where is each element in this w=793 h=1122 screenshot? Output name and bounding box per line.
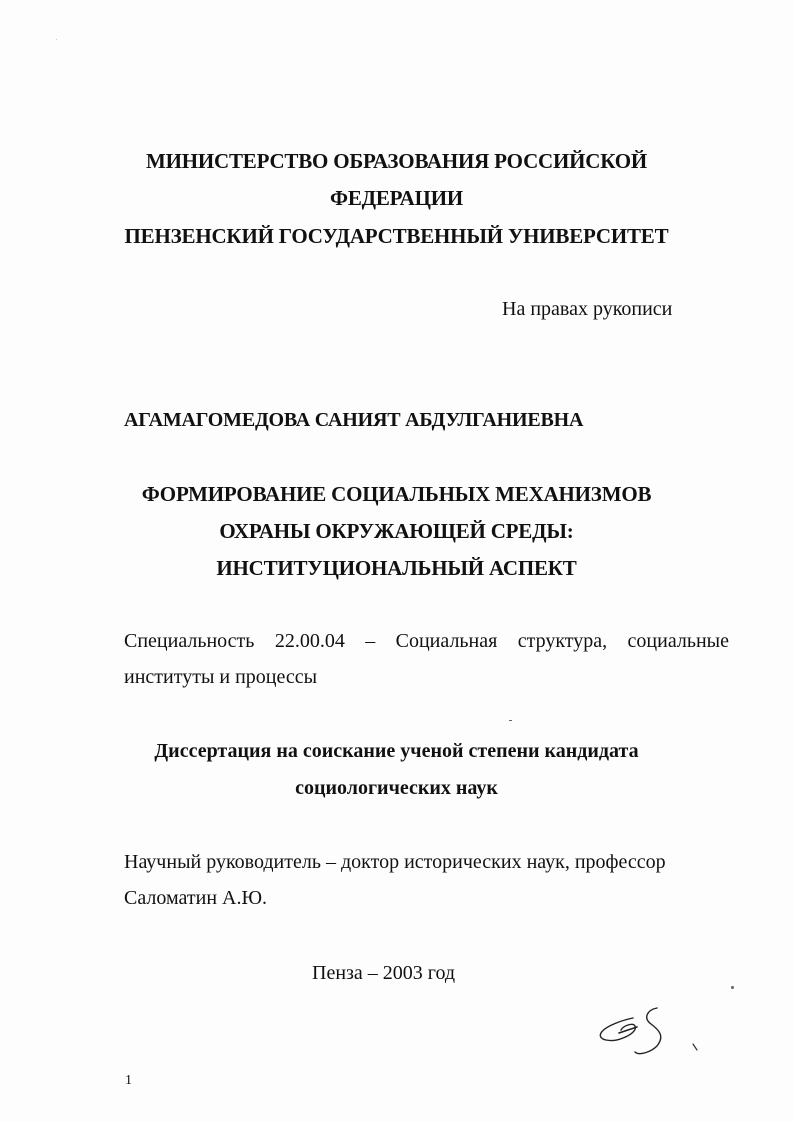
university-heading: ПЕНЗЕНСКИЙ ГОСУДАРСТВЕННЫЙ УНИВЕРСИТЕТ — [124, 224, 669, 248]
ministry-heading-line-1: МИНИСТЕРСТВО ОБРАЗОВАНИЯ РОССИЙСКОЙ — [145, 149, 648, 173]
scan-speck — [56, 39, 57, 40]
manuscript-rights-note: На правах рукописи — [502, 298, 673, 320]
dissertation-title-line-2: ОХРАНЫ ОКРУЖАЮЩЕЙ СРЕДЫ: — [219, 519, 574, 543]
supervisor-line-1: Научный руководитель – доктор исторических наук, профессор — [124, 851, 666, 873]
supervisor-line-2: Саломатин А.Ю. — [124, 887, 268, 909]
degree-statement-line-1: Диссертация на соискание ученой степени кандидата — [154, 740, 639, 762]
place-and-year: Пенза – 2003 год — [312, 962, 456, 984]
signature-mark — [593, 1000, 703, 1070]
dissertation-title-line-1: ФОРМИРОВАНИЕ СОЦИАЛЬНЫХ МЕХАНИЗМОВ — [141, 482, 652, 506]
scan-speck — [509, 720, 512, 721]
ministry-heading-line-2: ФЕДЕРАЦИИ — [329, 186, 463, 210]
specialty-line-1: Специальность 22.00.04 – Социальная структура, социальные — [124, 630, 729, 652]
scan-speck — [731, 986, 734, 989]
page-number: 1 — [125, 1073, 132, 1088]
degree-statement-line-2: социологических наук — [295, 777, 498, 799]
dissertation-title-line-3: ИНСТИТУЦИОНАЛЬНЫЙ АСПЕКТ — [216, 556, 577, 580]
author-name: АГАМАГОМЕДОВА САНИЯТ АБДУЛГАНИЕВНА — [124, 409, 584, 431]
specialty-line-2: институты и процессы — [124, 666, 318, 688]
